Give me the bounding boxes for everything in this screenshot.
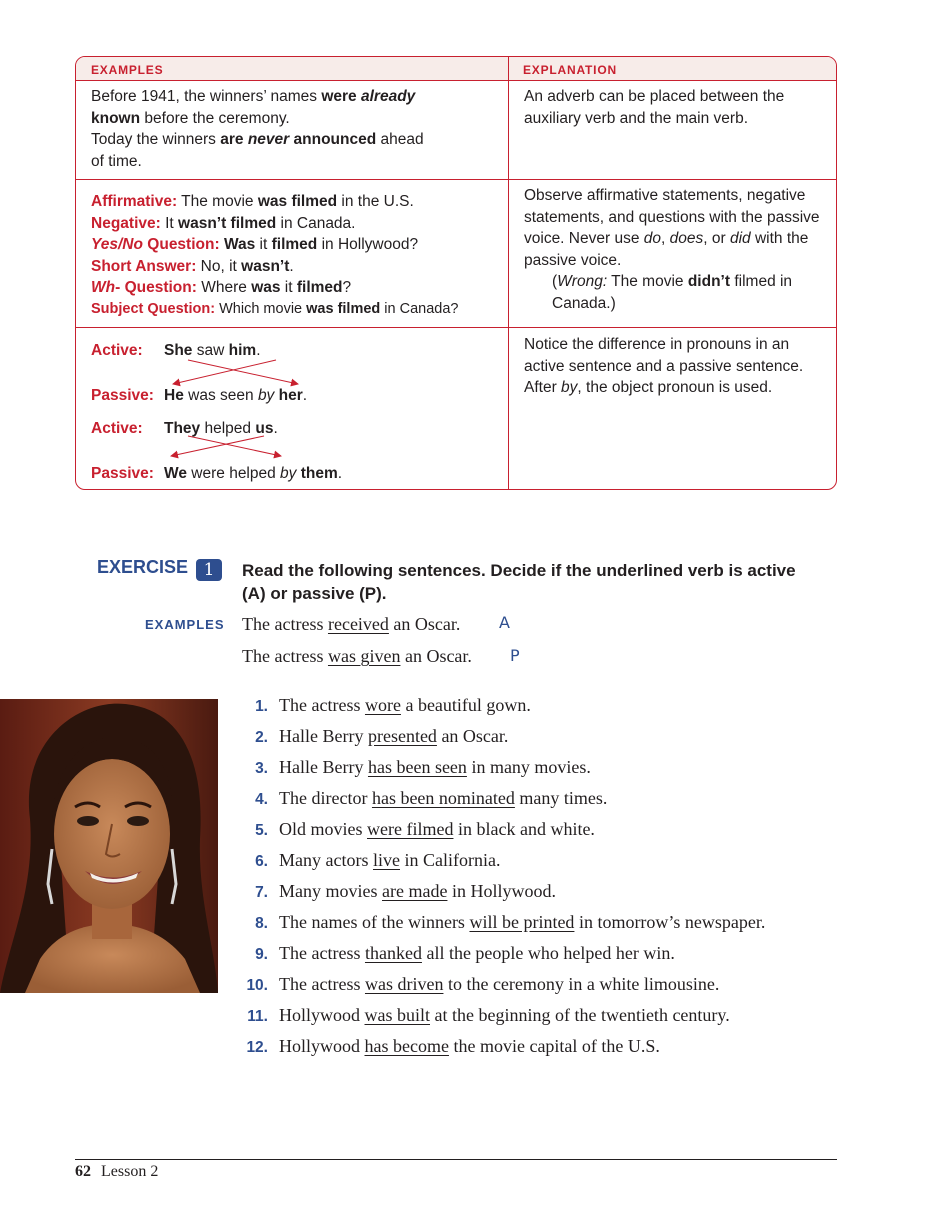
exercise-item: [230, 850, 840, 876]
item-sentence: Many movies are made in Hollywood.: [279, 881, 556, 901]
exercise-heading: EXERCISE 1: [97, 557, 222, 581]
item-number: 12.: [246, 1039, 268, 1056]
item-number: 1.: [255, 698, 268, 715]
row2-examples: Affirmative: The movie was filmed in the U.S. Negative: It wasn’t filmed in Canada. Yes/No Question: Was it filmed in Hollywood? Short Answer: No, it wasn’t. Wh- Question: Where was it filmed? Subject Question: Which movie was filmed in Canada?: [91, 193, 459, 317]
item-sentence: Many actors live in California.: [279, 850, 501, 870]
item-sentence: Hollywood has become the movie capital of the U.S.: [279, 1036, 660, 1056]
arrow-him-he: [173, 360, 276, 384]
example-answer: A: [499, 613, 510, 632]
exercise-item: [230, 912, 840, 938]
row3-explanation: Notice the difference in pronouns in an active sentence and a passive sentence. After by, the object pronoun is used.: [524, 336, 804, 396]
item-sentence: Old movies were filmed in black and white.: [279, 819, 595, 839]
item-number: 2.: [255, 729, 268, 746]
exercise-item: [230, 974, 840, 1000]
active-sentence: Active: She saw him.: [91, 342, 261, 359]
item-sentence: The actress wore a beautiful gown.: [279, 695, 531, 715]
underlined-verb: was built: [364, 1005, 430, 1025]
item-sentence: Halle Berry presented an Oscar.: [279, 726, 509, 746]
underlined-verb: thanked: [364, 943, 422, 963]
row1-examples: Before 1941, the winners’ names were already known before the ceremony. Today the winners are never announced ahead of time.: [91, 88, 424, 170]
underlined-verb: was driven: [364, 974, 444, 994]
item-number: 7.: [255, 884, 268, 901]
item-number: 8.: [255, 915, 268, 932]
underlined-verb: has become: [364, 1036, 449, 1056]
item-sentence: The actress was driven to the ceremony in a white limousine.: [279, 974, 720, 994]
table-header: [76, 57, 836, 81]
exercise-item: [230, 695, 840, 721]
exercise-item: [230, 1036, 840, 1062]
item-sentence: The actress thanked all the people who helped her win.: [279, 943, 675, 963]
exercise-item: [230, 943, 840, 969]
page-number: 62: [75, 1163, 91, 1180]
example-sentence: The actress was given an Oscar.: [242, 646, 472, 666]
actress-photo: [0, 699, 218, 993]
examples-header: EXAMPLES: [91, 63, 164, 77]
row2-explanation: Observe affirmative statements, negative statements, and questions with the passive voice. Never use do, does, or did with the passive voice. (Wrong: The movie didn’t filmed in Canada.): [524, 187, 820, 312]
page-footer: [75, 1163, 158, 1181]
example-sentence: The actress received an Oscar.: [242, 614, 461, 634]
underlined-verb: live: [372, 850, 400, 870]
exercise-item: [230, 881, 840, 907]
item-sentence: Halle Berry has been seen in many movies.: [279, 757, 591, 777]
examples-label: EXAMPLES: [145, 617, 225, 632]
item-number: 11.: [247, 1008, 268, 1025]
exercise-item: [230, 1005, 840, 1031]
footer-rule: [75, 1159, 837, 1160]
row-divider: [76, 179, 836, 180]
underlined-verb: has been nominated: [371, 788, 515, 808]
item-number: 10.: [246, 977, 268, 994]
explanation-header: EXPLANATION: [523, 63, 617, 77]
exercise-instructions: Read the following sentences. Decide if the underlined verb is active (A) or passive (P).: [242, 561, 796, 603]
underlined-verb: has been seen: [367, 757, 467, 777]
exercise-number-badge: 1: [196, 559, 222, 581]
active-sentence: Active: They helped us.: [91, 420, 278, 437]
grammar-table: [75, 56, 837, 490]
exercise-item: [230, 757, 840, 783]
underlined-verb: were filmed: [367, 819, 454, 839]
example-answer: P: [510, 646, 520, 665]
arrow-she-her: [188, 360, 298, 384]
item-number: 9.: [255, 946, 268, 963]
passive-sentence: Passive: He was seen by her.: [91, 387, 308, 404]
underlined-verb: are made: [382, 881, 448, 901]
item-number: 5.: [255, 822, 268, 839]
item-sentence: Hollywood was built at the beginning of the twentieth century.: [279, 1005, 730, 1025]
exercise-item: [230, 726, 840, 752]
item-number: 4.: [255, 791, 268, 808]
exercise-item: [230, 788, 840, 814]
item-number: 3.: [255, 760, 268, 777]
underlined-verb: presented: [367, 726, 437, 746]
row3-examples: [76, 328, 508, 490]
column-divider: [508, 57, 509, 489]
passive-sentence: Passive: We were helped by them.: [91, 465, 343, 482]
row1-explanation: An adverb can be placed between the auxiliary verb and the main verb.: [524, 88, 785, 127]
item-sentence: The names of the winners will be printed in tomorrow’s newspaper.: [279, 912, 766, 932]
exercise-item: [230, 819, 840, 845]
item-number: 6.: [255, 853, 268, 870]
item-sentence: The director has been nominated many times.: [279, 788, 608, 808]
underlined-verb: will be printed: [469, 912, 575, 932]
lesson-label: Lesson 2: [101, 1163, 159, 1180]
underlined-verb: wore: [364, 695, 401, 715]
